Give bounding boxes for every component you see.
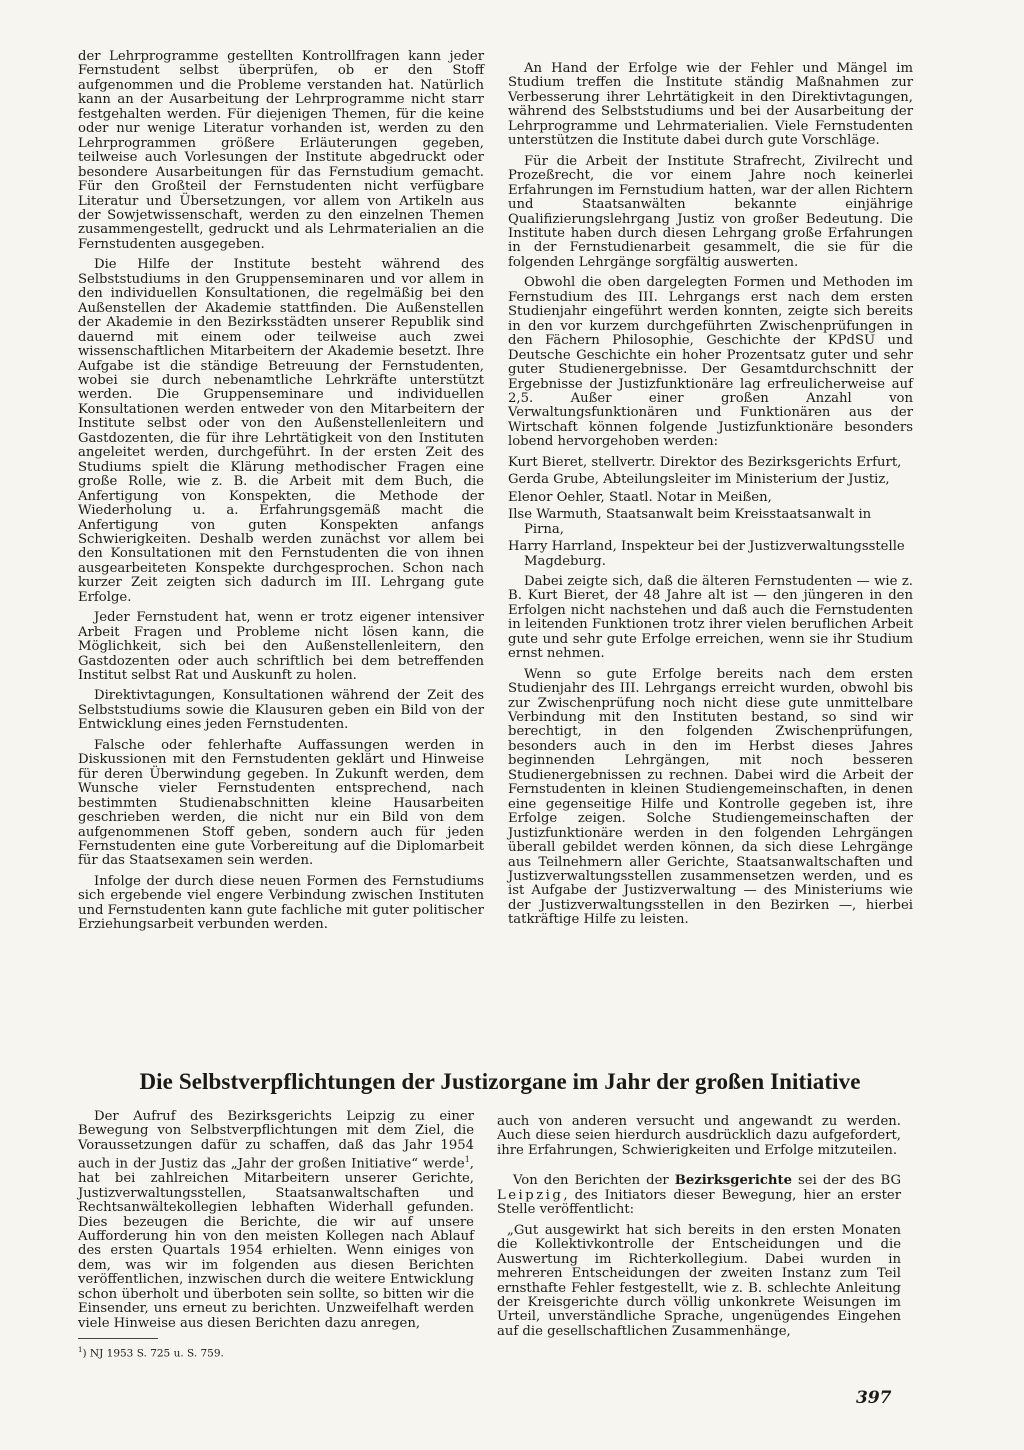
paragraph: An Hand der Erfolge wie der Fehler und Mängel im Studium treffen die Institute ständig Maßnahmen zur Verbesserung ihrer Lehrtätigkeit in den Direktivtagungen, während des Selbststudiums und bei der Ausarbeitung der Lehrprogramme und Lehrmaterialien. Viele Fernstudenten unterstützen die Institute dabei durch gute Vorschläge. [508,61,913,149]
footnote [78,1344,474,1360]
paragraph: der Lehrprogramme gestellten Kontrollfragen kann jeder Fernstudent selbst überprüfen, ob er den Stoff aufgenommen und die Probleme verstanden hat. Natürlich kann an der Ausarbeitung der Lehrprogramme nicht starr festgehalten werden. Für diejenigen Themen, für die keine oder nur wenige Literatur vorhanden ist, werden zu den Lehrprogrammen größere Erläuterungen gegeben, teilweise auch Vorlesungen der Institute abgedruckt oder besondere Ausarbeitungen für das Fernstudium gemacht. Für den Großteil der Fernstudenten nicht verfügbare Literatur und Übersetzungen, vor allem von Artikeln aus der Sowjetwissenschaft, werden zu den einzelnen Themen zusammengestellt, gedruckt und als Lehrmaterialien an die Fernstudenten ausgegeben. [78,49,484,252]
spaced-term: Leipzig [497,1187,564,1203]
paragraph: Falsche oder fehlerhafte Auffassungen werden in Diskussionen mit den Fernstudenten geklärt und Hinweise für deren Überwindung gegeben. In Zukunft werden, dem Wunsche vieler Fernstudenten entsprechend, nach bestimmten Studienabschnitten kleine Hausarbeiten geschrieben werden, die nicht nur ein Bild von dem aufgenommenen Stoff geben, sondern auch für jeden Fernstudenten eine gute Vorbereitung auf die Diplomarbeit für das Staatsexamen sein werden. [78,737,484,869]
honored-name-entry: Harry Harrland, Inspekteur bei der Justizverwaltungsstelle Magdeburg. [508,539,905,569]
page-number: 397 [856,1388,892,1408]
top-right-column [508,62,913,934]
honored-name-entry: Ilse Warmuth, Staatsanwalt beim Kreisstaatsanwalt in Pirna, [508,507,872,537]
honored-name-entry: Elenor Oehler, Staatl. Notar in Meißen, [508,489,772,505]
paragraph: auch von anderen versucht und angewandt zu werden. Auch diese seien hierdurch ausdrücklich dazu aufgefordert, ihre Erfahrungen, Schwierigkeiten und Erfolge mitzuteilen. [497,1114,901,1158]
paragraph: Dabei zeigte sich, daß die älteren Fernstudenten — wie z. B. Kurt Bieret, der 48 Jahre alt ist — den jüngeren in den Erfolgen nicht nachstehen und daß auch die Fernstudenten in leitenden Funktionen trotz ihrer vielen beruflichen Arbeit gute und sehr gute Erfolge erreichen, wenn sie ihr Studium ernst nehmen. [508,573,913,662]
paragraph: Die Hilfe der Institute besteht während des Selbststudiums in den Gruppenseminaren und vor allem in den individuellen Konsultationen, die regelmäßig bei den Außenstellen der Akademie stattfinden. Die Außenstellen der Akademie in den Bezirksstädten unserer Republik sind dauernd mit einem oder teilweise auch zwei wissenschaftlichen Mitarbeitern der Akademie besetzt. Ihre Aufgabe ist die ständige Betreuung der Fernstudenten, wobei sie durch nebenamtliche Lehrkräfte unterstützt werden. Die Gruppenseminare und individuellen Konsultationen werden entweder von den Mitarbeitern der Institute selbst oder von den Außenstellenleitern und Gastdozenten, die für ihre Lehrtätigkeit von den Instituten angeleitet werden, durchgeführt. In der ersten Zeit des Studiums spielt die Klärung methodischer Fragen eine große Rolle, wie z. B. die Arbeit mit dem Buch, die Anfertigung von Konspekten, die Methode der Wiederholung u. a. Erfahrungsgemäß macht die Anfertigung von guten Konspekten anfangs Schwierigkeiten. Deshalb werden zunächst vor allem bei den Konsultationen mit den Fernstudenten die von ihnen ausgearbeiteten Konspekte durchgesprochen. Schon nach kurzer Zeit zeigten sich dadurch im III. Lehrgang gute Erfolge. [78,257,484,605]
paragraph: Infolge der durch diese neuen Formen des Fernstudiums sich ergebende viel engere Verbindung zwischen Instituten und Fernstudenten kann gute fachliche mit guter politischer Erziehungsarbeit verbunden werden. [78,873,484,933]
paragraph [497,1174,901,1217]
footnote-divider [78,1338,158,1339]
paragraph: Jeder Fernstudent hat, wenn er trotz eigener intensiver Arbeit Fragen und Probleme nicht lösen kann, die Möglichkeit, sich bei den Außenstellenleitern, den Gastdozenten oder auch schriftlich bei dem betreffenden Institut selbst Rat und Auskunft zu holen. [78,610,484,684]
emphasized-term: Bezirksgerichte [674,1173,792,1189]
paragraph-text: Von den Berichten der [513,1173,675,1189]
paragraph: Für die Arbeit der Institute Strafrecht, Zivilrecht und Prozeßrecht, die vor einem Jahre noch keinerlei Erfahrungen im Fernstudium hatten, war der allen Richtern und Staatsanwälten bekannte einjährige Qualifizierungslehrgang Justiz von großer Bedeutung. Die Institute haben durch diesen Lehrgang große Erfahrungen in der Fernstudienarbeit gesammelt, die sie für die folgenden Lehrgänge sorgfältig auswerten. [508,153,913,270]
paragraph-text: , hat bei zahlreichen Mitarbeitern unserer Gerichte, Justizverwaltungsstellen, Staatsanwaltschaften und Rechtsanwältekollegien lebhaften Widerhall gefunden. Dies bezeugen die Berichte, die wir auf unsere Aufforderung hin von den meisten Kollegen nach Ablauf des ersten Quartals 1954 erhielten. Wenn einiges von dem, was wir im folgenden aus diesen Berichten veröffentlichen, inzwischen durch die weitere Entwicklung schon überholt und überboten sein sollte, so bitten wir die Einsender, uns erneut zu berichten. Unzweifelhaft werden viele Hinweise aus diesen Berichten dazu anregen, [78,1156,474,1331]
paragraph: Wenn so gute Erfolge bereits nach dem ersten Studienjahr des III. Lehrgangs erreicht wurden, obwohl bis zur Zwischenprüfung noch nicht diese gute unmittelbare Verbindung mit den Instituten bestand, so sind wir berechtigt, in den folgenden Zwischenprüfungen, besonders auch in den im Herbst dieses Jahres beginnenden Lehrgängen, mit noch besseren Studienergebnissen zu rechnen. Dabei wird die Arbeit der Fernstudenten in kleinen Studiengemeinschaften, in denen eine gegenseitige Hilfe und Kontrolle gegeben ist, ihre Erfolge zeigen. Solche Studiengemeinschaften der Justizfunktionäre werden in den folgenden Lehrgängen überall gebildet werden können, da sich diese Lehrgänge aus Teilnehmern aller Gerichte, Staatsanwaltschaften und Justizverwaltungsstellen zusammensetzen werden, und es ist Aufgabe der Justizverwaltung — des Ministeriums wie der Justizverwaltungsstellen in den Bezirken —, hierbei tatkräftige Hilfe zu leisten. [508,666,913,928]
top-left-column [78,50,484,939]
footnote-text: ) NJ 1953 S. 725 u. S. 759. [82,1347,224,1360]
paragraph-text: , des Initiators dieser Bewegung, hier an erster Stelle veröffentlicht: [497,1187,901,1218]
paragraph-text: Der Aufruf des Bezirksgerichts Leipzig zu einer Bewegung von Selbstverpflichtungen mit dem Ziel, die Voraussetzungen dafür zu schaffen, daß das Jahr 1954 auch in der Justiz das „Jahr der großen Initiative“ werde [78,1109,474,1172]
honored-name-entry: Gerda Grube, Abteilungsleiter im Ministerium der Justiz, [508,472,890,488]
footnote-mark: 1 [78,1346,83,1354]
footnote-reference: 1 [464,1155,470,1165]
paragraph-text: sei der des BG [791,1173,902,1189]
article-title: Die Selbstverpflichtungen der Justizorgane im Jahr der großen Initiative [139,1069,861,1094]
article-right-column [497,1115,901,1345]
article-left-column [78,1110,474,1337]
paragraph [78,1110,474,1331]
honored-name-entry: Kurt Bieret, stellvertr. Direktor des Bezirksgerichts Erfurt, [508,454,902,470]
paragraph: Obwohl die oben dargelegten Formen und Methoden im Fernstudium des III. Lehrgangs erst nach dem ersten Studienjahr eingeführt werden konnten, zeigte sich bereits in den vor kurzem durchgeführten Zwischenprüfungen in den Fächern Philosophie, Geschichte der KPdSU und Deutsche Geschichte ein hoher Prozentsatz guter und sehr guter Studienergebnisse. Der Gesamtdurchschnitt der Ergebnisse der Justizfunktionäre lag erfreulicherweise auf 2,5. Außer einer großen Anzahl von Verwaltungsfunktionären und Funktionären aus der Wirtschaft können folgende Justizfunktionäre besonders lobend hervorgehoben werden: [508,275,913,450]
paragraph: Direktivtagungen, Konsultationen während der Zeit des Selbststudiums sowie die Klausuren geben ein Bild von der Entwicklung eines jeden Fernstudenten. [78,688,484,733]
quoted-report: „Gut ausgewirkt hat sich bereits in den ersten Monaten die Kollektivkontrolle der Entscheidungen und die Auswertung im Richterkollegium. Dabei wurden in mehreren Entscheidungen der zweiten Instanz zum Teil ernsthafte Fehler festgestellt, wie z. B. schlechte Anleitung der Kreisgerichte durch völlig unkonkrete Weisungen im Urteil, unverständliche Sprache, ungenügendes Eingehen auf die gesellschaftlichen Zusammenhänge, [497,1222,901,1339]
